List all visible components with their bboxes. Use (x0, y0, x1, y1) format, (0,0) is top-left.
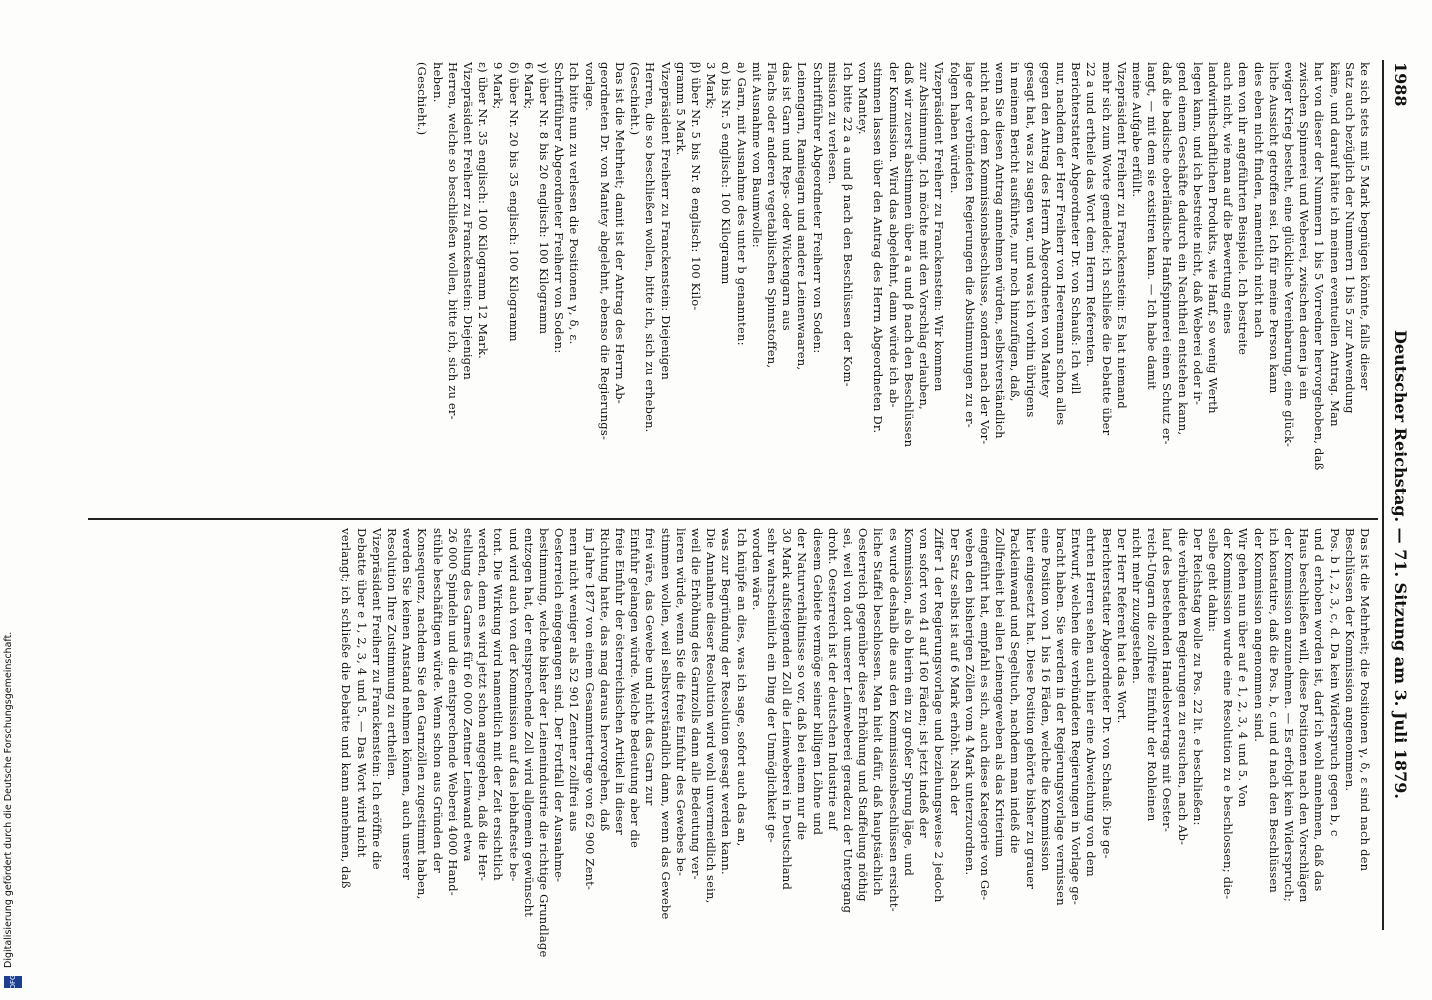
text-line: nicht nach dem Kommissionsbeschlusse, sondern nach der Vor- (977, 62, 992, 445)
text-line: landwirthschaftlichen Produkts, wie Hanf, so wenig Werth (1205, 62, 1220, 414)
dfg-logo: DFG (4, 976, 22, 988)
text-line: 9 Mark; (491, 62, 506, 110)
text-line: Richtung hatte, das mag daraus hervorgehen, daß (597, 528, 612, 832)
running-header: Deutscher Reichstag. — 71. Sitzung am 3. Juli 1879. (1391, 330, 1410, 799)
text-line: die verbündeten Regierungen zu ersuchen, nach Ab- (1175, 528, 1190, 846)
text-line: α) bis Nr. 5 englisch: 100 Kilogramm (719, 62, 734, 285)
text-line: liche Aussicht getroffen sei. Ich für meine Person kann (1266, 62, 1281, 394)
text-line: droht. Oesterreich ist der deutschen Industrie auf (825, 528, 840, 831)
text-line: mehr sich zum Worte gemeldet; ich schließe die Debatte über (1099, 62, 1114, 436)
text-line: bracht haben. Sie werden in der Regierungsvorlage vermissen (1053, 528, 1068, 906)
text-line: diesem Gebiete vermöge seiner billigen Löhne und (810, 528, 825, 836)
text-line: das ist Garn und Reps- oder Wickengarn aus (780, 62, 795, 331)
text-line: der Kommission angenommen sind. (1251, 528, 1266, 743)
text-line: lage der verbündeten Regierungen die Abstimmungen zu er- (962, 62, 977, 428)
text-line: Ich bitte nun zu verlesen die Positionen γ, δ, ε. (567, 62, 582, 345)
text-line: Der Satz selbst ist auf 6 Mark erhöht. Nach der (947, 528, 962, 816)
text-line: 6 Mark; (521, 62, 536, 110)
text-line: auch nicht, wie man auf die Bewertung eines (1221, 62, 1236, 335)
text-line: Pos. b 1, 2, 3, c, d. Da kein Widerspruch gegen b, c (1327, 528, 1342, 837)
text-line: mit Ausnahme von Baumwolle: (749, 62, 764, 248)
text-line: mission zu verlesen. (825, 62, 840, 185)
text-line: sei, weil von dort unserer Leinweberei geradezu der Untergang (841, 528, 856, 914)
text-line: 30 Mark aufsteigenden Zoll die Leinweberei in Deutschland (780, 528, 795, 891)
text-line: Herren, welche so beschließen wollen, bitte ich, sich zu er- (445, 62, 460, 420)
text-line: reich-Ungarn die zollfreie Einfuhr der Rohleinen (1145, 528, 1160, 822)
text-line: Schriftführer Abgeordneter Freiherr von Soden: (552, 62, 567, 354)
text-line: langt, — mit dem sie existiren kann. — Ich habe damit (1145, 62, 1160, 390)
text-line: freie Einfuhr der österreichischen Artikel in dieser (613, 528, 628, 835)
text-line: wenn Sie diesen Antrag annehmen würden, selbstverständlich (993, 62, 1008, 439)
text-line: Satz auch bezüglich der Nummern 1 bis 5 zur Anwendung (1342, 62, 1357, 414)
text-column-right (338, 528, 1372, 974)
text-line: der Kommission. Wird das abgelehnt, dann würde ich ab- (886, 62, 901, 408)
text-line: gend einem Geschäfte dadurch ein Nachtheil entstehen kann, (1175, 62, 1190, 436)
text-line: werden, denn es wird jetzt schon angegeben, daß die Her- (476, 528, 491, 882)
text-line: gesagt hat, was zu sagen war, und was ich vorhin übrigens (1023, 62, 1038, 418)
text-line: nur, nachdem der Herr Freiherr von Heeremann schon alles (1053, 62, 1068, 426)
text-line: käme, und darauf hätte ich meinen eventuellen Antrag. Man (1327, 62, 1342, 427)
text-line: zwischen Spinnerei und Weberei, zwischen denen ja ein (1297, 62, 1312, 400)
text-line: Vizepräsident Freiherr zu Franckenstein: Diejenigen (461, 62, 476, 380)
text-line: Kommission, als ob hierin ein zu großer Sprung läge, und (901, 528, 916, 877)
text-line: daß die badische oberländische Hanfspinnerei einen Schutz er- (1160, 62, 1175, 445)
text-line: ich konstatire, daß die Pos. b, c und d nach den Beschlüssen (1266, 528, 1281, 893)
text-line: 22 a und ertheile das Wort dem Herrn Referenten. (1084, 62, 1099, 368)
text-line: Ich bitte 22 a a und β nach den Beschlüssen der Kom- (841, 62, 856, 387)
text-line: Die Annahme dieser Resolution wird wohl unvermeidlich sein, (704, 528, 719, 904)
text-line: ke sich stets mit 5 Mark begnügen könnte, falls dieser (1358, 62, 1372, 391)
text-line: und d erhoben worden ist, darf ich wohl annehmen, daß das (1312, 528, 1327, 892)
text-line: Oesterreich eingegangen sind. Der Fortfall der Ausnahme- (552, 528, 567, 883)
text-line: ewiger Krieg besteht, eine glückliche Vereinbarung, eine glück- (1281, 62, 1296, 448)
text-line: Vizepräsident Freiherr zu Franckenstein: Es hat niemand (1114, 62, 1129, 409)
text-line: daß wir zuerst abstimmen über a a und β nach den Beschlüssen (901, 62, 916, 448)
text-line: im Jahre 1877 von einem Gesammtertrage von 62 900 Zent- (582, 528, 597, 891)
text-line: bestimmung, welche bisher der Leinenindustrie die richtige Grundlage (537, 528, 552, 958)
text-line: liche Staffel beschlossen. Man hielt dafür, daß hauptsächlich (871, 528, 886, 896)
text-line: dies eben nicht finden, namentlich nicht nach (1251, 62, 1266, 339)
text-line: vorlage. (582, 62, 597, 111)
text-line: der Kommission wurde eine Resolution zu e beschlossen; die- (1221, 528, 1236, 900)
text-line: folgen haben würden. (947, 62, 962, 194)
text-line: Wir gehen nun über auf e 1, 2, 3, 4 und 5. Von (1236, 528, 1251, 808)
text-line: tont. Die Wirkung wird namentlich mit der Zeit ersichtlich (491, 528, 506, 881)
text-line: Das ist die Mehrheit; die Positionen γ, δ, ε sind nach den (1358, 528, 1372, 872)
text-line: entzogen hat, der entsprechende Zoll wird allgemein gewünscht (521, 528, 536, 918)
text-line: legen kann, und ich bestreite nicht, daß Weberei oder ir- (1190, 62, 1205, 406)
page-number: 1988 (1391, 62, 1410, 107)
text-line: Entwurf, welchen die verbündeten Regierungen in Vorlage ge- (1069, 528, 1084, 905)
text-line: von Mantey. (856, 62, 871, 135)
text-line: stimmen wollen, weil selbstverständlich dann, wenn das Gewebe (658, 528, 673, 920)
text-line: geordneten Dr. von Mantey abgelehnt, ebenso die Regierungs- (597, 62, 612, 441)
text-line: nern nicht weniger als 52 901 Zentner zollfrei aus (567, 528, 582, 832)
text-line: Ich knüpfe an dies, was ich sage, sofort auch das an, (734, 528, 749, 847)
text-line: Ziffer 1 der Regierungsvorlage und beziehungsweise 2 jedoch (932, 528, 947, 903)
text-line: weben den bisherigen Zöllen vom 4 Mark unterzuordnen. (962, 528, 977, 876)
text-line: Zollfreiheit bei allen Leinengeweben als das Kriterium (993, 528, 1008, 858)
text-line: hat von dieser der Nummern 1 bis 5 Vorredner hervorgehoben, daß (1312, 62, 1327, 471)
text-line: meine Aufgabe erfüllt. (1129, 62, 1144, 198)
text-line: sehr wahrscheinlich ein Ding der Unmöglichkeit ge- (765, 528, 780, 843)
text-line: Resolution Ihre Zustimmung zu ertheilen. (385, 528, 399, 781)
text-line: Vizepräsident Freiherr zu Franckenstein: Wir kommen (932, 62, 947, 392)
text-line: Beschlüssen der Kommission angenommen. (1342, 528, 1357, 792)
text-line: (Geschieht.) (628, 62, 643, 136)
text-column-left (414, 62, 1372, 510)
text-line: lauf des bestehenden Handelsvertrags mit Oester- (1160, 528, 1175, 833)
text-line: verlangt; ich schließe die Debatte und kann annehmen, daß (339, 528, 354, 889)
text-line: Konsequenz, nachdem Sie den Garnzöllen zugestimmt haben, (415, 528, 430, 900)
text-line: es wurde deshalb die aus den Kommissionsbeschlüssen ersicht- (886, 528, 901, 912)
text-line: Berichterstatter Abgeordneter Dr. von Schauß: Ich will (1069, 62, 1084, 395)
text-line: ehrten Herren sehen auch hier eine Abweichung von dem (1084, 528, 1099, 877)
text-line: (Geschieht.) (415, 62, 430, 136)
text-line: frei wäre, das Gewebe und nicht das Garn zur (643, 528, 658, 806)
text-line: nicht mehr zuzugestehen. (1129, 528, 1144, 684)
header-rule (1382, 60, 1384, 930)
text-line: dem von ihr angeführten Beispiele. Ich bestreite (1236, 62, 1251, 356)
text-line: 3 Mark; (704, 62, 719, 110)
text-line: Vizepräsident Freiherr zu Franckenstein: Ich eröffne die (369, 528, 384, 870)
text-line: Der Herr Referent hat das Wort. (1114, 528, 1129, 724)
text-line: lieren würde, wenn Sie die freie Einfuhr des Gewebes be- (673, 528, 688, 877)
digitization-credit: Digitalisierung gefördert durch die Deutsche Forschungsgemeinschaft. (3, 631, 14, 968)
text-line: δ) über Nr. 20 bis 35 englisch: 100 Kilogramm (506, 62, 521, 342)
text-line: Einfuhr gelangen würde. Welche Bedeutung aber die (628, 528, 643, 849)
text-line: stühle beschäftigen würde. Wenn schon aus Gründen der (430, 528, 445, 873)
text-line: Flachs oder anderen vegetabilischen Spinnstoffen, (765, 62, 780, 369)
text-line: und wird auch von der Kommission auf das lebhafteste be- (506, 528, 521, 882)
text-line: stimmen lassen über den Antrag des Herrn Abgeordneten Dr. (871, 62, 886, 434)
text-line: Das ist die Mehrheit; damit ist der Antrag des Herrn Ab- (613, 62, 628, 404)
text-line: Berichterstatter Abgeordneter Dr. von Schauß: Die ge- (1099, 528, 1114, 859)
text-line: 26 000 Spindeln und die entsprechende Weberei 4000 Hand- (445, 528, 460, 896)
text-line: β) über Nr. 5 bis Nr. 8 englisch: 100 Kilo- (689, 62, 704, 311)
text-line: Der Reichstag wolle zu Pos. 22 lit. e beschließen: (1190, 528, 1205, 826)
text-line: werden Sie keinen Anstand nehmen können, auch unserer (400, 528, 415, 880)
text-line: Packleinwand und Segeltuch, nachdem man indeß die (1008, 528, 1023, 854)
text-line: eine Position von 1 bis 16 Fäden, welche die Kommission (1038, 528, 1053, 872)
text-line: stellung des Garnes für 60 000 Zentner Leinwand etwa (461, 528, 476, 862)
column-divider (88, 518, 1378, 520)
text-line: heben. (430, 62, 445, 103)
text-line: Leinengarn, Ramiegarn und andere Leinenwaaren, (795, 62, 810, 371)
text-line: weil die Erhöhung des Garnzolls dann alle Bedeutung ver- (689, 528, 704, 880)
text-line: Vizepräsident Freiherr zu Franckenstein: Diejenigen (658, 62, 673, 380)
text-line: a) Garn, mit Ausnahme des unter b genannten: (734, 62, 749, 346)
text-line: zur Abstimmung. Ich möchte mit den Vorschlag erlauben, (917, 62, 932, 410)
text-line: in meinem Bericht ausführte, nur noch hinzufügen, daß, (1008, 62, 1023, 402)
text-line: ε) über Nr. 35 englisch: 100 Kilogramm 12 Mark. (476, 62, 491, 360)
text-line: gramm 5 Mark. (673, 62, 688, 156)
text-line: Oesterreich gegenüber diese Erhöhung und Staffelung nöthig (856, 528, 871, 902)
text-line: Herren, die so beschließen wollen, bitte ich, sich zu erheben. (643, 62, 658, 433)
text-line: eingeführt hat, empfahl es sich, auch diese Kategorie von Ge- (977, 528, 992, 901)
text-line: Debatte über e 1, 2, 3, 4 und 5. — Das Wort wird nicht (354, 528, 369, 858)
text-line: was zur Begründung der Resolution gesagt werden kann. (719, 528, 734, 875)
text-line: der Naturverhältnisse so vor, daß bei einem nur die (795, 528, 810, 841)
text-line: hier eingesetzt hat. Diese Position gehörte bisher zu grauer (1023, 528, 1038, 890)
text-line: selbe geht dahin: (1205, 528, 1220, 633)
text-line: γ) über Nr. 8 bis 20 englisch: 100 Kilogramm (537, 62, 552, 335)
text-line: worden wäre. (749, 528, 764, 611)
text-line: gegen den Antrag des Herrn Abgeordneten von Mantey (1038, 62, 1053, 398)
text-line: Haus beschließen will, diese Positionen nach den Vorschlägen (1297, 528, 1312, 903)
text-line: Schriftführer Abgeordneter Freiherr von Soden: (810, 62, 825, 354)
text-line: der Kommission anzunehmen. — Es erfolgt kein Widerspruch; (1281, 528, 1296, 902)
text-line: von sofort von 41 auf 160 Fäden; ist jetzt indeß der (917, 528, 932, 838)
